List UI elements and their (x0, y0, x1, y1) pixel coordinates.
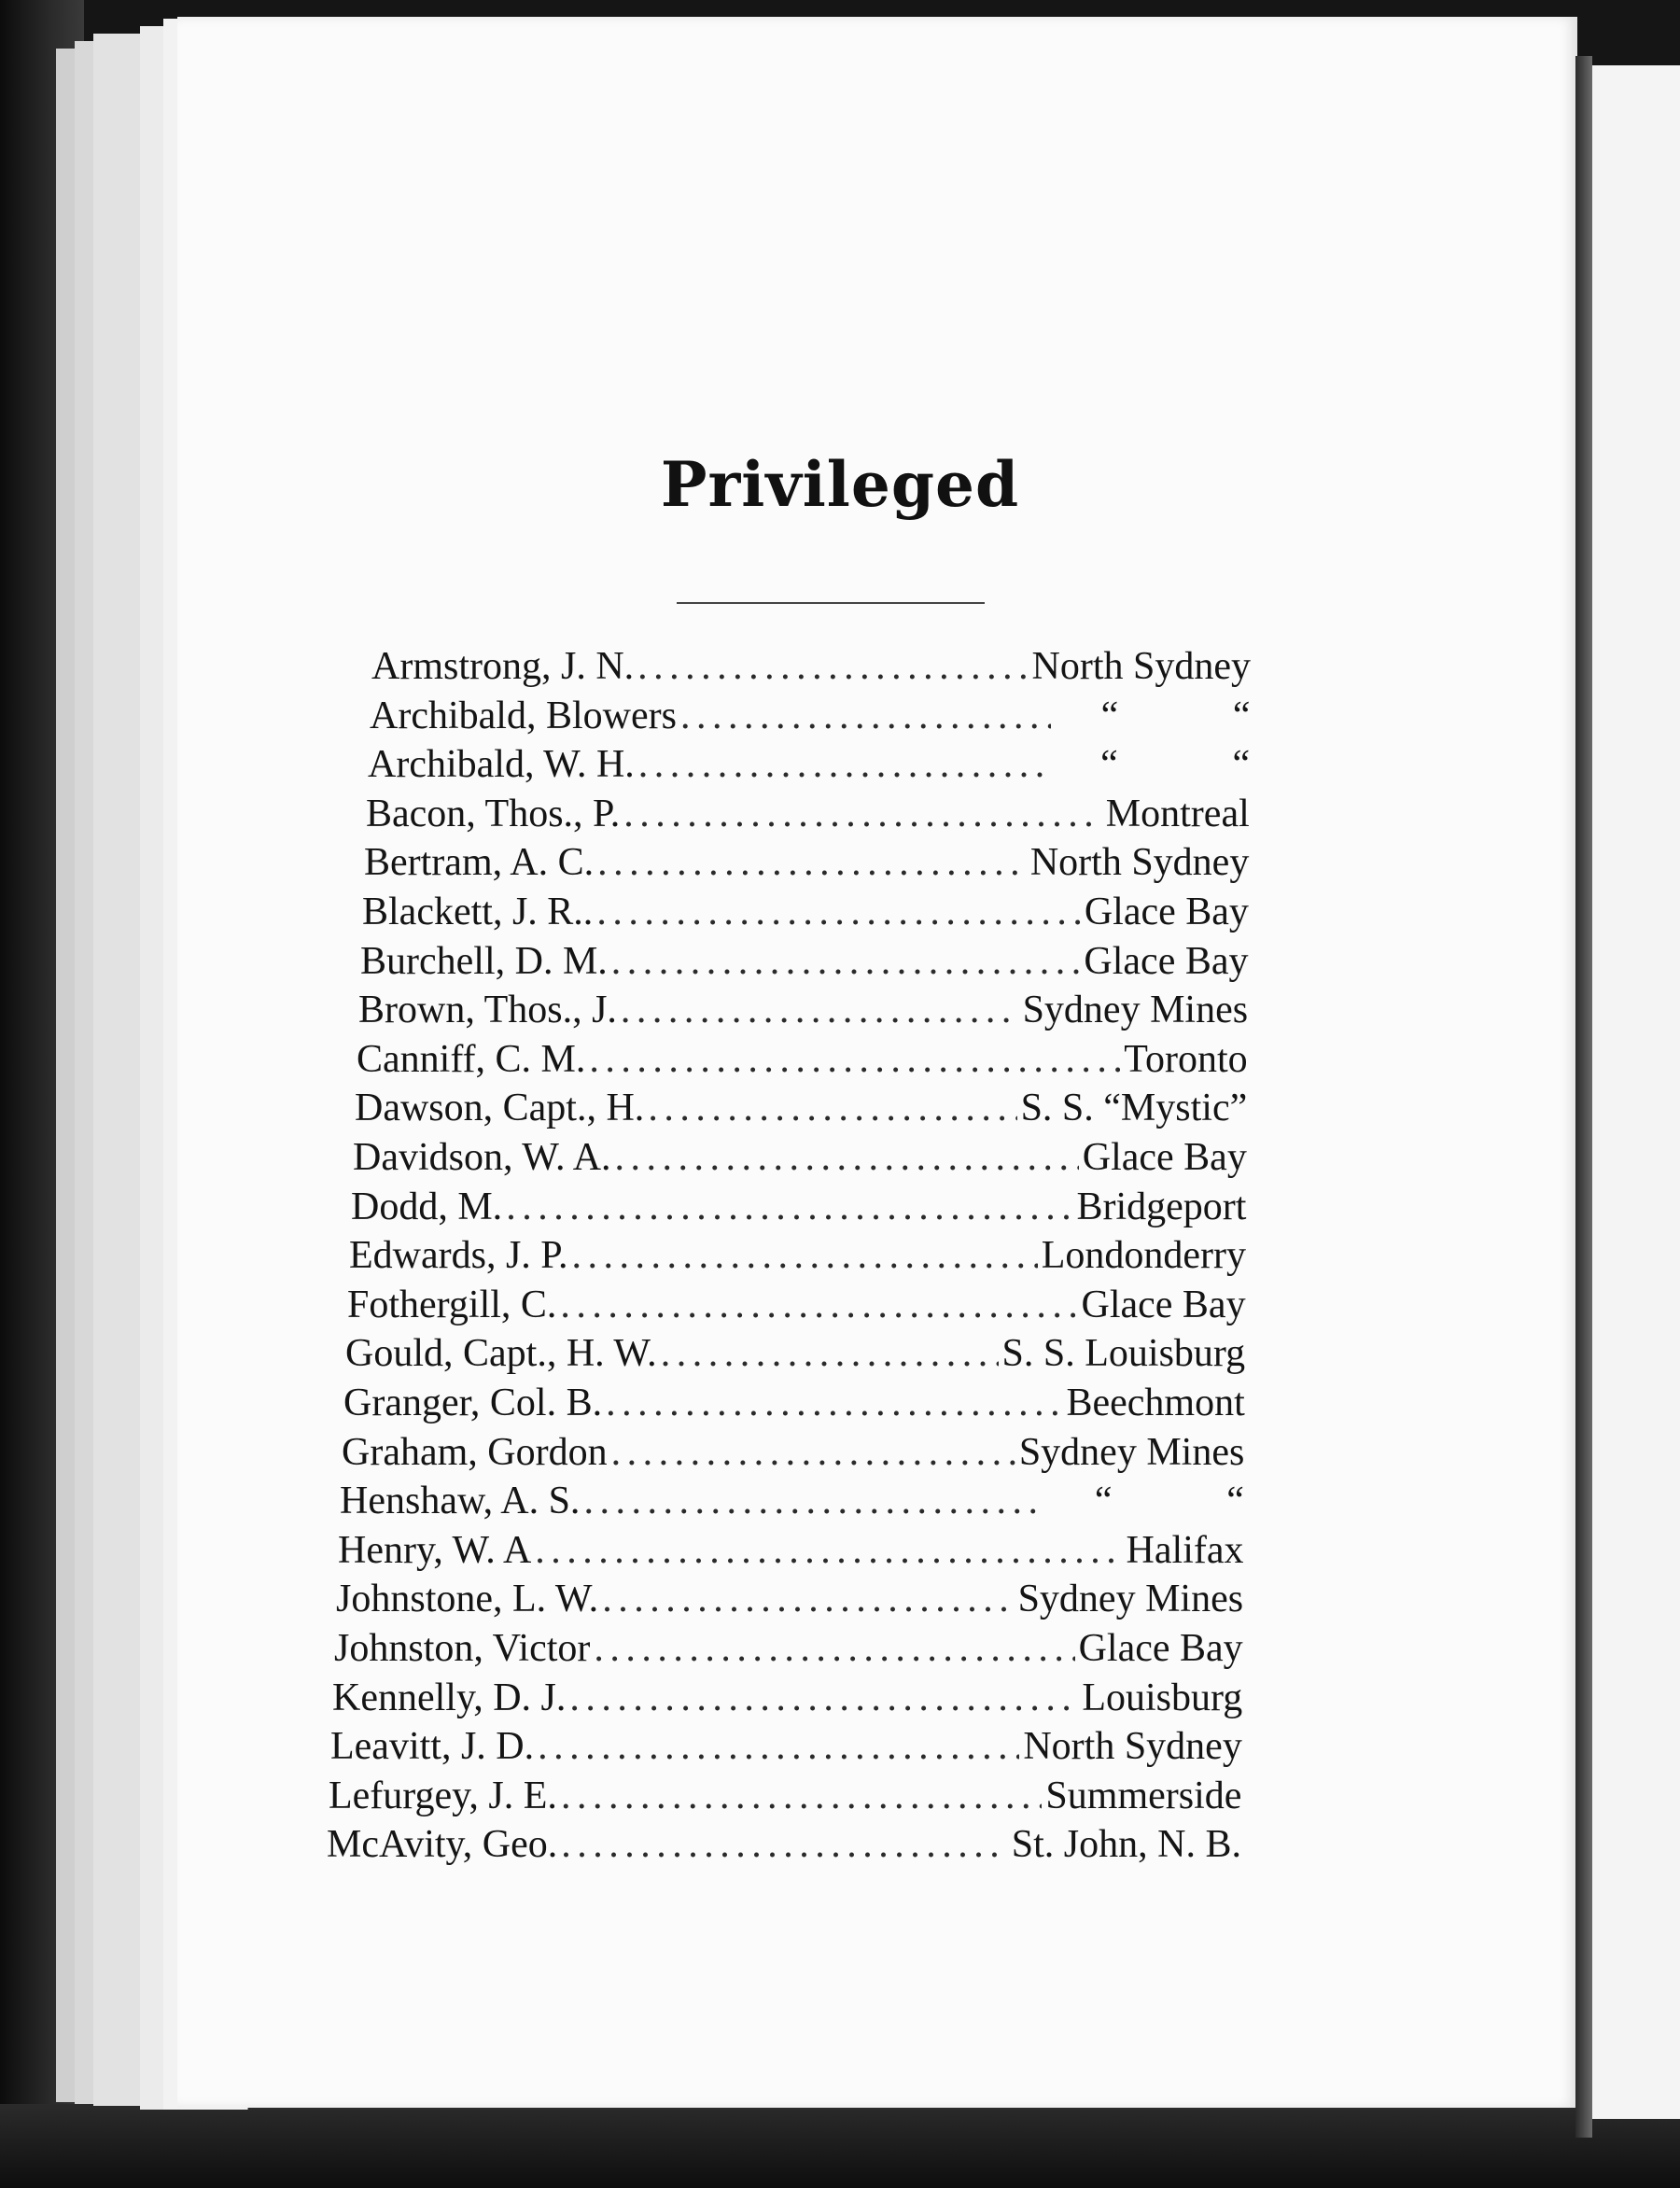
entry-place: Sydney Mines (1017, 1578, 1244, 1621)
list-item (349, 1233, 1246, 1282)
dot-leader (560, 1283, 1077, 1327)
entry-name: Henshaw, A. S. (340, 1480, 581, 1523)
ditto-mark: “ (1232, 694, 1251, 737)
list-item (345, 1331, 1245, 1380)
list-item (357, 1037, 1248, 1086)
list-item (360, 939, 1249, 988)
list-item (353, 1135, 1247, 1184)
dot-leader (596, 890, 1081, 934)
page-heading: Privileged (660, 448, 1020, 521)
ditto-mark: “ (1100, 694, 1119, 737)
entry-name: Johnston, Victor (334, 1627, 591, 1670)
dot-leader (561, 1774, 1042, 1818)
list-item (334, 1626, 1243, 1675)
list-item (370, 694, 1251, 742)
ditto-mark: “ (1226, 1480, 1244, 1523)
entry-place: North Sydney (1029, 841, 1250, 885)
entry-place: Glace Bay (1084, 891, 1249, 933)
entry-place: S. S. Louisburg (1001, 1332, 1246, 1376)
entry-name: Archibald, Blowers (370, 694, 677, 737)
entry-name: Edwards, J. P. (349, 1234, 568, 1278)
list-item (371, 644, 1251, 693)
dot-leader (572, 1233, 1038, 1278)
entry-name: Dodd, M. (351, 1185, 503, 1228)
entry-name: Brown, Thos., J. (358, 989, 617, 1032)
entry-place: Glace Bay (1082, 1136, 1247, 1179)
entry-place: Sydney Mines (1018, 1430, 1245, 1474)
dot-leader (680, 694, 1051, 738)
entry-place: Louisburg (1082, 1676, 1243, 1719)
list-item (342, 1430, 1244, 1479)
list-item (366, 792, 1250, 840)
dot-leader (621, 988, 1019, 1032)
entry-place: Halifax (1126, 1528, 1244, 1572)
list-item (362, 890, 1249, 938)
entry-name: Archibald, W. H. (368, 743, 635, 787)
ditto-mark: “ (1100, 743, 1118, 787)
entry-place: Montreal (1105, 792, 1250, 835)
entry-place: North Sydney (1031, 645, 1251, 688)
entry-name: Henry, W. A (338, 1528, 532, 1572)
entry-place (1054, 742, 1250, 787)
entry-place (1048, 1479, 1244, 1523)
entry-name: Graham, Gordon (342, 1430, 608, 1474)
entry-name: Gould, Capt., H. W. (345, 1332, 657, 1376)
entry-place: Glace Bay (1084, 939, 1249, 983)
dot-leader (623, 792, 1102, 836)
entry-place: Londonderry (1041, 1234, 1246, 1278)
dot-leader (611, 939, 1081, 984)
entry-place (1055, 694, 1251, 738)
entry-place: Toronto (1124, 1037, 1248, 1081)
list-item (327, 1822, 1241, 1871)
dot-leader (648, 1086, 1016, 1130)
entry-name: Bertram, A. C. (364, 841, 595, 885)
dot-leader (661, 1331, 999, 1376)
ditto-mark: “ (1094, 1480, 1113, 1523)
dot-leader (615, 1135, 1079, 1180)
list-item (332, 1676, 1242, 1724)
list-item (368, 742, 1250, 791)
list-item (338, 1528, 1244, 1577)
entry-name: Davidson, W. A. (353, 1136, 611, 1179)
dot-leader (611, 1430, 1015, 1475)
entry-name: Dawson, Capt., H. (355, 1087, 645, 1130)
entry-place: Sydney Mines (1022, 989, 1249, 1032)
list-item (329, 1774, 1241, 1822)
dot-leader (589, 1037, 1120, 1082)
entry-name: Blackett, J. R.. (362, 891, 594, 933)
list-item (364, 840, 1249, 889)
entry-name: Burchell, D. M. (360, 939, 608, 983)
list-item (330, 1724, 1242, 1773)
entry-name: Kennelly, D. J. (332, 1676, 567, 1719)
entry-place: Glace Bay (1081, 1283, 1246, 1326)
list-item (351, 1185, 1246, 1233)
entry-place: Bridgeport (1076, 1185, 1247, 1228)
entry-name: Armstrong, J. N. (371, 645, 635, 688)
dot-leader (637, 644, 1028, 689)
entry-place: Glace Bay (1078, 1627, 1243, 1670)
dot-leader (538, 1724, 1019, 1769)
entry-name: Canniff, C. M. (357, 1037, 586, 1081)
entry-name: Leavitt, J. D. (330, 1725, 535, 1769)
entry-place: North Sydney (1023, 1725, 1242, 1769)
entry-place: St. John, N. B. (1011, 1823, 1241, 1867)
dot-leader (597, 840, 1027, 885)
list-item (347, 1283, 1246, 1331)
entry-name: Granger, Col. B. (343, 1382, 603, 1424)
dot-leader (506, 1185, 1072, 1229)
entry-name: Lefurgey, J. E. (329, 1774, 557, 1817)
entry-name: Bacon, Thos., P. (366, 792, 621, 835)
ditto-mark: “ (1232, 743, 1251, 787)
dot-leader (606, 1381, 1062, 1425)
entry-name: McAvity, Geo. (327, 1823, 558, 1867)
entry-place: S. S. “Mystic” (1020, 1087, 1248, 1130)
list-item (358, 988, 1248, 1036)
list-item (340, 1479, 1244, 1527)
entry-place: Summerside (1045, 1774, 1242, 1817)
dot-leader (569, 1676, 1078, 1720)
entry-place: Beechmont (1066, 1382, 1245, 1424)
entry-name: Fothergill, C. (347, 1283, 557, 1326)
dot-leader (583, 1479, 1043, 1523)
dot-leader (638, 742, 1050, 787)
list-item (343, 1381, 1245, 1429)
dot-leader (602, 1577, 1014, 1621)
entry-name: Johnstone, L. W. (336, 1578, 599, 1621)
list-item (336, 1577, 1243, 1625)
dot-leader (561, 1822, 1007, 1867)
dot-leader (594, 1626, 1074, 1671)
list-item (355, 1086, 1247, 1134)
dot-leader (535, 1528, 1122, 1573)
